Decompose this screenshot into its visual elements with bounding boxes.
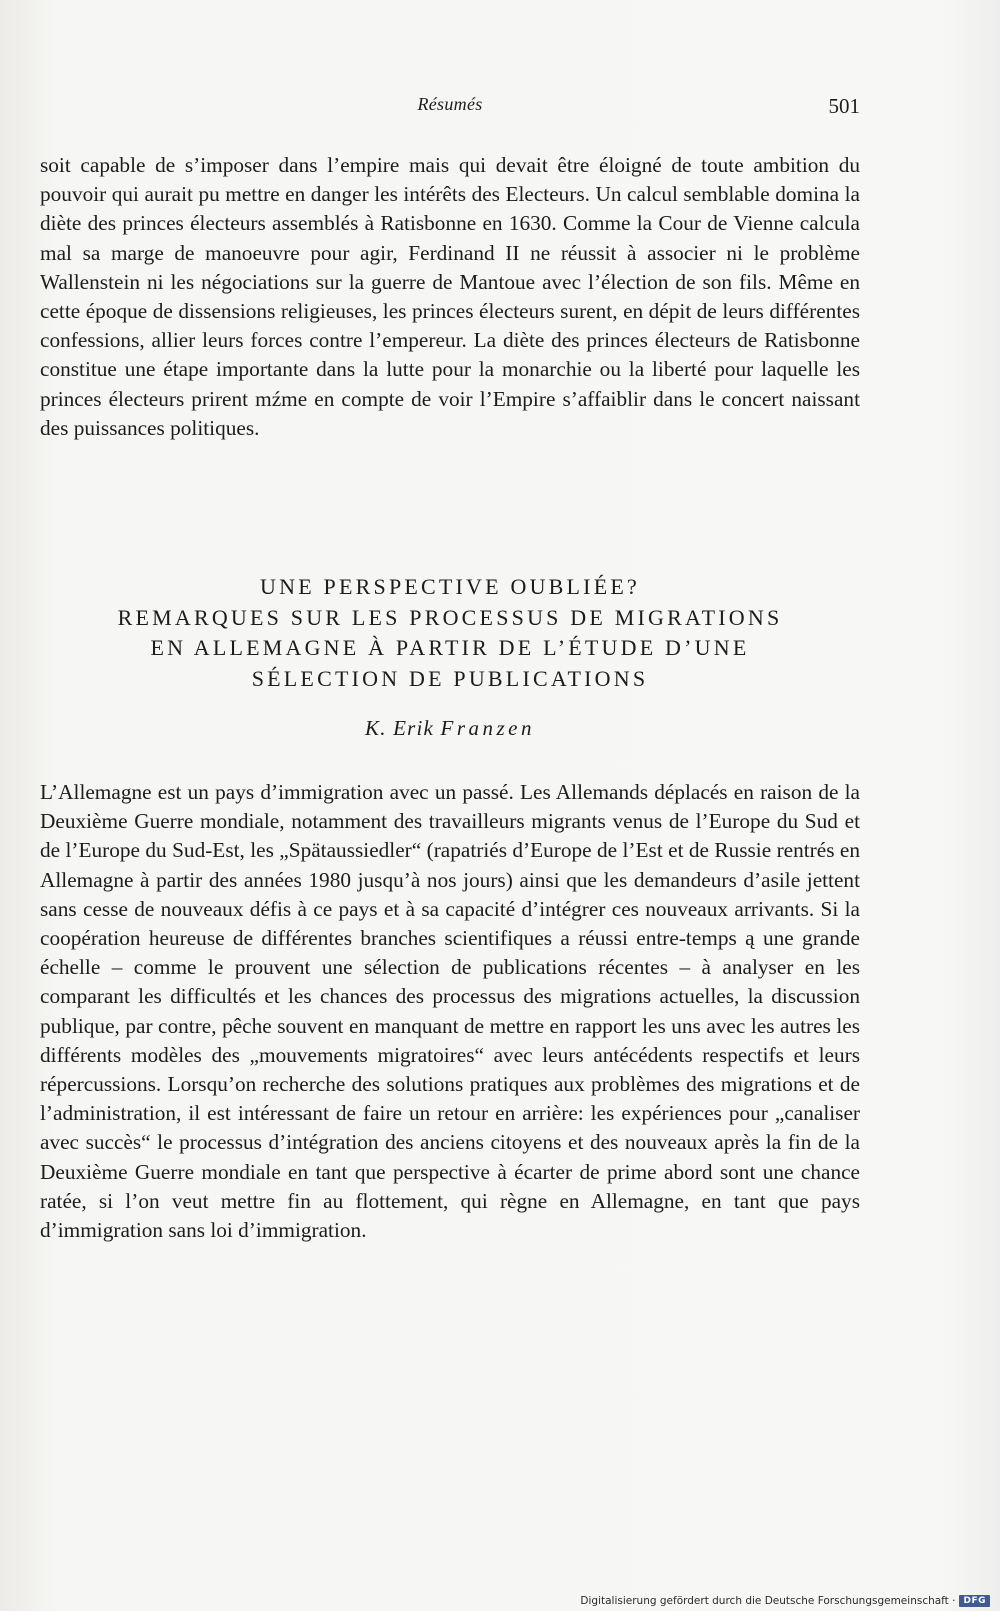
paragraph-previous-summary: soit capable de s’imposer dans l’empire mais qui devait être éloigné de toute ambition du pouvoir qui aurait pu mettre en danger les intérêts des Electeurs. Un calcul semblable domina la diète des princes électeurs assemblés à Ratisbonne en 1630. Comme la Cour de Vienne calcula mal sa marge de manoeuvre pour agir, Ferdinand II ne réussit à associer ni le problème Wallenstein ni les négociations sur la guerre de Mantoue avec l’élection de son fils. Même en cette époque de dissensions religieuses, les princes électeurs surent, en dépit de leurs différentes confessions, allier leurs forces contre l’empereur. La diète des princes électeurs de Ratisbonne constitue une étape importante dans la lutte pour la monarchie ou la liberté pour laquelle les princes électeurs prirent mźme en compte de voir l’Empire s’affaiblir dans le concert naissant des puissances politiques. xyxy=(40,153,860,440)
digitization-footer xyxy=(580,1595,990,1607)
running-head xyxy=(40,94,860,124)
article-heading xyxy=(40,572,860,694)
heading-line-3: EN ALLEMAGNE À PARTIR DE L’ÉTUDE D’UNE xyxy=(150,635,750,660)
running-title: Résumés xyxy=(417,94,483,114)
heading-line-1: UNE PERSPECTIVE OUBLIÉE? xyxy=(260,574,640,599)
heading-line-2: REMARQUES SUR LES PROCESSUS DE MIGRATIONS xyxy=(117,604,783,630)
page-number: 501 xyxy=(828,94,860,118)
dfg-logo: DFG xyxy=(959,1595,990,1607)
heading-line-4: SÉLECTION DE PUBLICATIONS xyxy=(251,665,649,691)
footer-credit: Digitalisierung gefördert durch die Deutsche Forschungsgemeinschaft · xyxy=(580,1595,956,1607)
author-given-name: K. Erik xyxy=(364,716,435,740)
paragraph-article-summary: L’Allemagne est un pays d’immigration avec un passé. Les Allemands déplacés en raison de la Deuxième Guerre mondiale, notamment des travailleurs migrants venus de l’Europe du Sud et de l’Europe du Sud-Est, les „Spätaussiedler“ (rapatriés d’Europe de l’Est et de Russie rentrés en Allemagne à partir des années 1980 jusqu’à nos jours) ainsi que les demandeurs d’asile jettent sans cesse de nouveaux défis à ce pays et à sa capacité d’intégrer ces nouveaux arrivants. Si la coopération heureuse de différentes branches scientifiques a réussi entre-temps ą une grande échelle – comme le prouvent une sélection de publications récentes – à analyser en les comparant les difficultés et les chances des processus des migrations actuelles, la discussion publique, par contre, pêche souvent en manquant de mettre en rapport les uns avec les autres les différents modèles des „mouvements migratoires“ avec leurs antécédents respectifs et leurs répercussions. Lorsqu’on recherche des solutions pratiques aux problèmes des migrations et de l’administration, il est intéressant de faire un retour en arrière: les expériences pour „canaliser avec succès“ le processus d’intégration des anciens citoyens et des nouveaux après la fin de la Deuxième Guerre mondiale en tant que perspective à écarter de prime abord sont une chance ratée, si l’on veut mettre fin au flottement, qui règne en Allemagne, en tant que pays d’immigration sans loi d’immigration. xyxy=(40,780,860,1243)
author-byline xyxy=(40,716,860,741)
author-surname: Franzen xyxy=(440,716,535,740)
